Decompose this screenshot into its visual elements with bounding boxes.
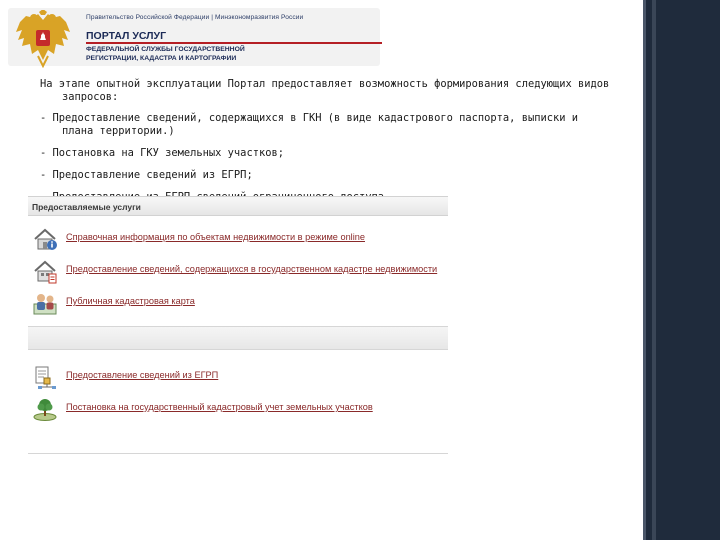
description-text [40, 78, 615, 213]
service-link-gkn-info[interactable]: Предоставление сведений, содержащихся в государственном кадастре недвижимости [66, 264, 438, 274]
intro-paragraph: На этапе опытной эксплуатации Портал предоставляет возможность формирования следующих видов запросов: [40, 78, 610, 103]
bullet-item: - Предоставление сведений из ЕГРП; [40, 169, 253, 181]
service-link-online-info[interactable]: Справочная информация по объектам недвижимости в режиме online [66, 232, 365, 242]
government-line: Правительство Российской Федерации | Минэкономразвития России [86, 14, 304, 21]
agency-line-1: ФЕДЕРАЛЬНОЙ СЛУЖБЫ ГОСУДАРСТВЕННОЙ [86, 46, 245, 53]
house-document-icon [32, 258, 58, 284]
services-group-2 [28, 362, 448, 426]
bullet-item: - Постановка на ГКУ земельных участков; [40, 147, 284, 159]
services-panel [28, 196, 448, 454]
coat-of-arms-icon [12, 10, 74, 68]
service-link-egrp-info[interactable]: Предоставление сведений из ЕГРП [66, 370, 219, 380]
service-row[interactable] [28, 288, 448, 320]
agency-line-2: РЕГИСТРАЦИИ, КАДАСТРА И КАРТОГРАФИИ [86, 55, 237, 62]
banner-divider [86, 42, 382, 44]
people-map-icon [32, 290, 58, 316]
service-row[interactable] [28, 224, 448, 256]
service-row[interactable] [28, 256, 448, 288]
service-link-public-map[interactable]: Публичная кадастровая карта [66, 296, 195, 306]
portal-header-banner[interactable] [8, 8, 380, 66]
service-row[interactable] [28, 362, 448, 394]
service-link-land-registration[interactable]: Постановка на государственный кадастровый учет земельных участков [66, 402, 373, 412]
portal-title: ПОРТАЛ УСЛУГ [86, 30, 167, 42]
house-info-icon [32, 226, 58, 252]
bullet-item: - Предоставление сведений, содержащихся в ГКН (в виде кадастрового паспорта, выписки и плана территории.) [40, 112, 578, 137]
service-row[interactable] [28, 394, 448, 426]
land-plot-icon [32, 396, 58, 422]
decorative-side-stripe [643, 0, 720, 540]
services-panel-bottom-border [28, 453, 448, 454]
services-group-1 [28, 224, 448, 320]
services-group-divider [28, 326, 448, 350]
agency-name [86, 45, 286, 63]
services-panel-header: Предоставляемые услуги [28, 196, 448, 216]
document-tree-icon [32, 364, 58, 390]
